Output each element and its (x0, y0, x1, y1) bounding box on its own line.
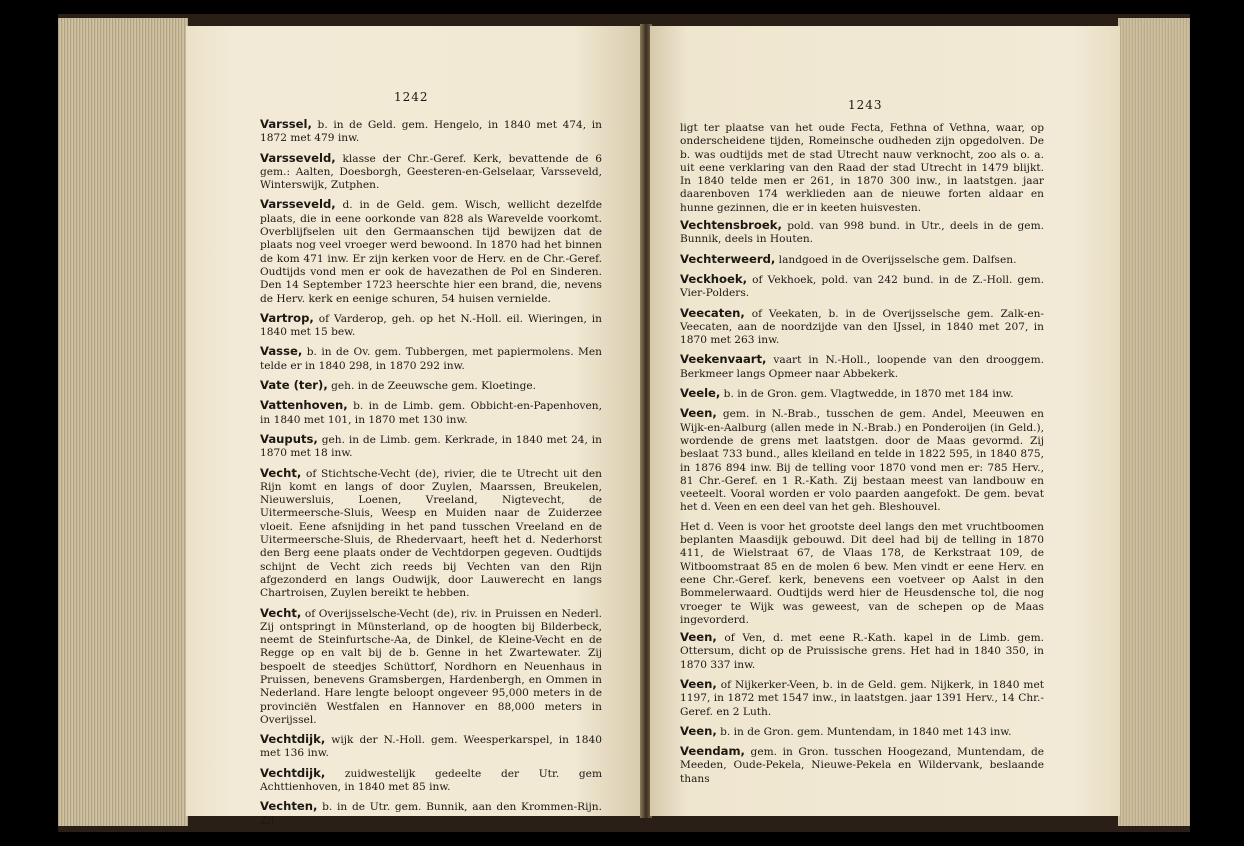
entry-text: b. in de Gron. gem. Muntendam, in 1840 met 143 inw. (716, 725, 1012, 738)
entry-headword: Varsseveld, (260, 150, 336, 165)
entry-text: ligt ter plaatse van het oude Fecta, Fethna of Vethna, waar, op onderscheidene tijden, Romeinsche oudheden zijn opgedolven. De b. was oudtijds met de stad Utrecht nauw verknocht, zoo als o. a. uit eene verklaring van den Raad der stad Utrecht in 1479 blijkt. In 1840 telde men er 261, in 1870 300 inw., in laatstgen. jaar daarenboven 174 werklieden aan de nieuwe forten aldaar en hunne gezinnen, die er in keeten huisvesten. (680, 122, 1044, 214)
entry-text: of Veekaten, b. in de Overijsselsche gem. Zalk-en-Veecaten, aan de noordzijde van den IJssel, in 1840 met 207, in 1870 met 263 inw. (680, 307, 1044, 347)
dictionary-entry (680, 631, 1044, 672)
dictionary-entry (680, 407, 1044, 514)
dictionary-entry (260, 800, 602, 828)
entry-text: vaart in N.-Holl., loopende van den drooggem. Berkmeer langs Opmeer naar Abbekerk. (680, 354, 1044, 380)
entry-headword: Varsseveld, (260, 197, 336, 212)
dictionary-entry (260, 198, 602, 305)
entry-headword: Vecht, (260, 605, 302, 620)
entry-text: landgoed in de Overijsselsche gem. Dalfsen. (775, 253, 1017, 266)
left-column (260, 118, 602, 834)
entry-headword: Veekenvaart, (680, 352, 767, 367)
dictionary-entry (680, 387, 1044, 401)
dictionary-entry (260, 399, 602, 427)
left-page (186, 26, 641, 827)
dictionary-entry (680, 725, 1044, 739)
entry-headword: Veele, (680, 386, 721, 401)
dictionary-entry (260, 118, 602, 146)
entry-text: zuidwestelijk gedeelte der Utr. gem Achttienhoven, in 1840 met 85 inw. (260, 767, 602, 794)
dictionary-entry (680, 307, 1044, 348)
entry-headword: Vechtensbroek, (680, 218, 782, 233)
entry-text: gem. in N.-Brab., tusschen de gem. Andel, Meeuwen en Wijk-en-Aalburg (allen mede in N.-Brab.) en Ponderoijen (in Geld.), wordende de grens met laatstgen. door de Maas gevormd. Zij beslaat 733 bund., alles kleiland en telde in 1822 595, in 1840 875, in 1876 894 inw. Bij de telling voor 1870 vond men er: 785 Herv., 81 Chr.-Geref. en 1 R.-Kath. Zij bestaan meest van landbouw en veeteelt. Vooral worden er volo paarden aangefokt. De gem. bevat het d. Veen en een deel van het geh. Bleshouvel. (680, 408, 1044, 514)
entry-text: gem. in Gron. tusschen Hoogezand, Muntendam, de Meeden, Oude-Pekela, Nieuwe-Pekela en Wildervank, beslaande thans (680, 746, 1044, 785)
entry-text: klasse der Chr.-Geref. Kerk, bevattende de 6 gem.: Aalten, Doesborgh, Geesteren-en-Gelselaar, Varsseveld, Winterswijk, Zutphen. (260, 152, 602, 192)
dictionary-entry (260, 379, 602, 393)
dictionary-entry (680, 253, 1044, 267)
entry-headword: Vechten, (260, 799, 318, 814)
entry-text: of Overijsselsche-Vecht (de), riv. in Pruissen en Nederl. Zij ontspringt in Münsterland, op de hoogten bij Bilderbeck, neemt de Steinfurtsche-Aa, de Dinkel, de Kleine-Vecht en de Regge op en valt bij de b. Genne in het Zwartewater. Zij bespoelt de steedjes Schüttorf, Nordhorn en Neuenhaus in Pruissen, benevens Gramsbergen, Hardenbergh, en Ommen in Nederland. Hare lengte beloopt ongeveer 95,000 meters in de provinciën Westfalen en Hannover en 88,000 meters in Overijssel. (260, 607, 602, 726)
right-page (650, 26, 1120, 816)
entry-headword: Vasse, (260, 344, 303, 359)
page-number: 1242 (394, 90, 429, 104)
dictionary-entry (260, 345, 602, 373)
dictionary-entry (680, 678, 1044, 719)
dictionary-entry (260, 312, 602, 340)
entry-headword: Veen, (680, 723, 717, 738)
dictionary-entry (260, 433, 602, 461)
entry-text: b. in de Utr. gem. Bunnik, aan den Krommen-Rijn. Zij (260, 801, 602, 827)
entry-headword: Vechtdijk, (260, 765, 326, 780)
entry-text: b. in de Geld. gem. Hengelo, in 1840 met 474, in 1872 met 479 inw. (260, 119, 602, 145)
entry-headword: Vattenhoven, (260, 398, 348, 413)
entry-headword: Veen, (680, 676, 717, 691)
dictionary-entry (680, 122, 1044, 215)
entry-text: Het d. Veen is voor het grootste deel langs den met vruchtboomen beplanten Maasdijk gebouwd. Dit deel had bij de telling in 1870 411, de Wielstraat 67, de Vlaas 178, de Kerkstraat 109, de Witboomstraat 85 en de molen 6 bew. Men vindt er eene Herv. en eene Chr.-Geref. kerk, benevens een voetveer op Aalst in den Bommelerwaard. Oudtijds werd hier de Heusdensche tol, die nog vroeger te Wijk was geweest, van de schepen op de Maas ingevorderd. (680, 520, 1044, 626)
dictionary-entry (260, 733, 602, 761)
dictionary-entry (260, 152, 602, 193)
entry-headword: Veendam, (680, 744, 745, 759)
entry-headword: Vartrop, (260, 310, 314, 325)
entry-text: b. in de Gron. gem. Vlagtwedde, in 1870 met 184 inw. (720, 388, 1014, 401)
entry-text: of Varderop, geh. op het N.-Holl. eil. Wieringen, in 1840 met 15 bew. (260, 312, 602, 339)
right-column (680, 122, 1044, 792)
entry-headword: Veen, (680, 406, 717, 421)
entry-headword: Veen, (680, 630, 717, 645)
entry-headword: Veckhoek, (680, 271, 747, 286)
dictionary-entry (260, 607, 602, 728)
entry-text: of Ven, d. met eene R.-Kath. kapel in de Limb. gem. Ottersum, dicht op de Pruissische grens. Het had in 1840 350, in 1870 337 inw. (680, 632, 1044, 671)
dictionary-entry (680, 745, 1044, 786)
dictionary-entry (680, 219, 1044, 247)
dictionary-entry (260, 467, 602, 601)
entry-headword: Vechterweerd, (680, 251, 776, 266)
entry-text: b. in de Ov. gem. Tubbergen, met papiermolens. Men telde er in 1840 298, in 1870 292 inw. (260, 346, 602, 372)
dictionary-entry (680, 353, 1044, 381)
page-edges-right (1118, 18, 1190, 826)
entry-text: pold. van 998 bund. in Utr., deels in de gem. Bunnik, deels in Houten. (680, 220, 1044, 246)
entry-text: b. in de Limb. gem. Obbicht-en-Papenhoven, in 1840 met 101, in 1870 met 130 inw. (260, 400, 602, 426)
page-edges-left (58, 18, 188, 826)
entry-text: of Vekhoek, pold. van 242 bund. in de Z.-Holl. gem. Vier-Polders. (680, 273, 1044, 300)
entry-text: wijk der N.-Holl. gem. Weesperkarspel, in 1840 met 136 inw. (260, 734, 602, 760)
entry-text: d. in de Geld. gem. Wisch, wellicht dezelfde plaats, die in eene oorkonde van 828 als Warevelde voorkomt. Overblijfselen uit den Germaanschen tijd bewijzen dat de plaats nog veel vroeger werd bewoond. In 1870 had het binnen de kom 471 inw. Er zijn kerken voor de Herv. en de Chr.-Geref. Oudtijds vond men er ook de havezathen de Pol en Sinderen. Den 14 September 1723 heerschte hier een brand, die, nevens de Herv. kerk en eenige schuren, 54 huisen vernielde. (260, 199, 602, 305)
entry-headword: Vecht, (260, 465, 302, 480)
dictionary-entry (680, 521, 1044, 627)
entry-text: of Stichtsche-Vecht (de), rivier, die te Utrecht uit den Rijn komt en langs of door Zuylen, Maarssen, Breukelen, Nieuwersluis, Loenen, Vreeland, Nigtevecht, de Uitermeersche-Sluis, Weesp en Muiden naar de Zuiderzee vloeit. Eene afsnijding in het pand tusschen Vreeland en de Uitermeersche-Sluis, de Rhedervaart, heeft het d. Nederhorst den Berg eene plaats onder de Vechtdorpen gegeven. Oudtijds schijnt de Vecht zich reeds bij Vechten van den Rijn afgezonderd en langs Oudwijk, door Lauwerecht en langs Chartroisen, Zuylen bereikt te hebben. (260, 467, 602, 600)
entry-headword: Varssel, (260, 117, 312, 131)
entry-text: geh. in de Zeeuwsche gem. Kloetinge. (327, 380, 536, 393)
entry-text: of Nijkerker-Veen, b. in de Geld. gem. Nijkerk, in 1840 met 1197, in 1872 met 1547 inw., in laatstgen. jaar 1391 Herv., 14 Chr.-Geref. en 2 Luth. (680, 678, 1044, 718)
entry-headword: Vauputs, (260, 431, 318, 446)
page-number: 1243 (848, 98, 883, 112)
entry-headword: Vate (ter), (260, 378, 328, 393)
entry-text: geh. in de Limb. gem. Kerkrade, in 1840 met 24, in 1870 met 18 inw. (260, 433, 602, 460)
dictionary-entry (680, 273, 1044, 301)
entry-headword: Veecaten, (680, 305, 745, 320)
entry-headword: Vechtdijk, (260, 732, 326, 747)
dictionary-entry (260, 767, 602, 795)
